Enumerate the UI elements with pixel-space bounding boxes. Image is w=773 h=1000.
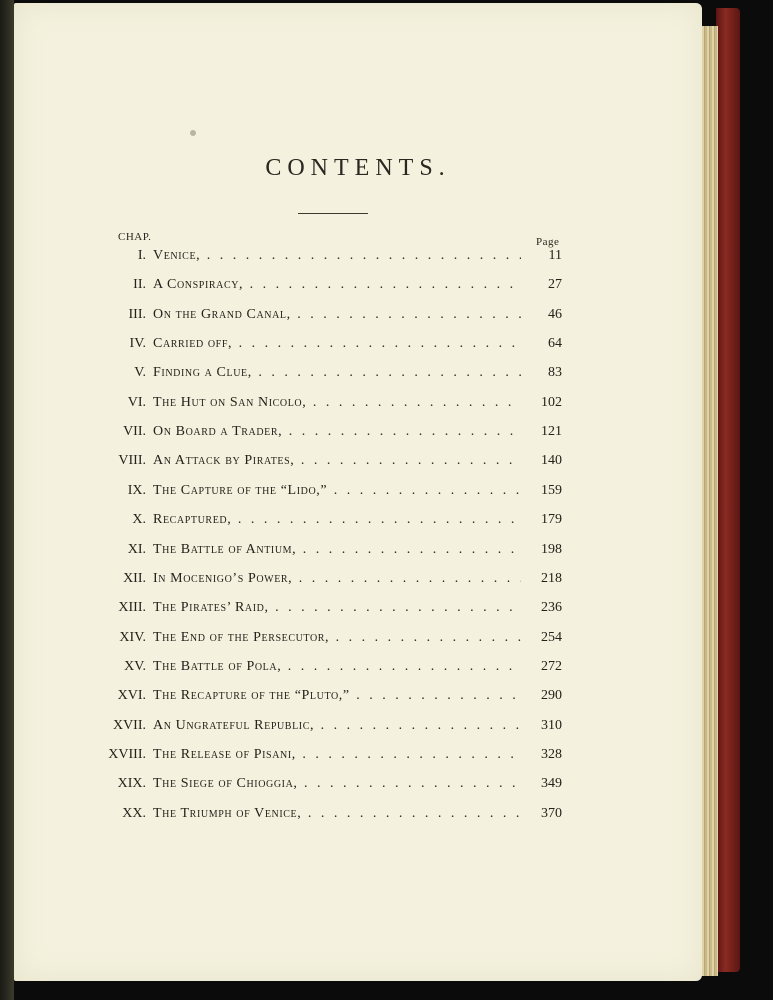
chapter-number: XIII. (118, 600, 146, 616)
chapter-page-number: 370 (541, 805, 562, 821)
page-block-edge (700, 26, 718, 976)
book-page (14, 3, 702, 981)
toc-row (14, 718, 702, 740)
chapter-title: The Release of Pisani, . . . (153, 747, 521, 763)
toc-row (14, 747, 702, 769)
chapter-title: On the Grand Canal, . . . (153, 307, 521, 323)
chapter-title: The Capture of the “Lido,” . . . (153, 483, 521, 499)
chapter-number: VIII. (118, 453, 146, 469)
chapter-title: The Hut on San Nicolo, . . . (153, 395, 521, 411)
toc-row (14, 424, 702, 446)
toc-row (14, 365, 702, 387)
chapter-page-number: 121 (541, 424, 562, 440)
chapter-page-number: 254 (541, 629, 562, 645)
toc-row (14, 630, 702, 652)
chapter-title: The Battle of Pola, . . . (153, 659, 521, 675)
chapter-page-number: 140 (541, 453, 562, 469)
chapter-number: IX. (127, 482, 146, 498)
chapter-title: Recaptured, . . . (153, 512, 521, 528)
toc-row (14, 395, 702, 417)
chapter-number: VII. (123, 424, 146, 440)
chapter-number: II. (133, 277, 146, 293)
chapter-title: The Battle of Antium, . . . (153, 542, 521, 558)
toc-row (14, 248, 702, 270)
toc-row (14, 659, 702, 681)
chapter-number: XVI. (117, 688, 146, 704)
chapter-page-number: 310 (541, 717, 562, 733)
page-column-label: Page (536, 236, 560, 248)
chapter-title: The Pirates’ Raid, . . . (153, 600, 521, 616)
chapter-number: XVII. (112, 717, 146, 733)
chapter-number: XII. (123, 570, 146, 586)
toc-row (14, 307, 702, 329)
chapter-title: An Ungrateful Republic, . . . (153, 718, 521, 734)
toc-row (14, 277, 702, 299)
toc-row (14, 512, 702, 534)
chapter-page-number: 328 (541, 746, 562, 762)
chapter-number: XVIII. (108, 746, 146, 762)
chapter-page-number: 27 (548, 277, 562, 293)
chapter-page-number: 179 (541, 512, 562, 528)
chapter-page-number: 83 (548, 365, 562, 381)
chapter-page-number: 349 (541, 776, 562, 792)
toc-row (14, 483, 702, 505)
chapter-title: A Conspiracy, . . . (153, 277, 521, 293)
chapter-number: X. (132, 512, 146, 528)
chapter-title: An Attack by Pirates, . . . (153, 453, 521, 469)
toc-row (14, 688, 702, 710)
chapter-title: Carried off, . . . (153, 336, 521, 352)
chapter-title: On Board a Trader, . . . (153, 424, 521, 440)
chapter-page-number: 198 (541, 541, 562, 557)
chapter-title: The Siege of Chioggia, . . . (153, 776, 521, 792)
toc-row (14, 571, 702, 593)
toc-row (14, 336, 702, 358)
chapter-number: XIV. (119, 629, 146, 645)
chapter-number: XI. (127, 541, 146, 557)
chapter-page-number: 64 (548, 336, 562, 352)
page-title: CONTENTS. (265, 155, 451, 181)
chapter-page-number: 159 (541, 482, 562, 498)
chapter-number: XX. (122, 805, 146, 821)
chapter-title: The Triumph of Venice, . . . (153, 806, 521, 822)
chapter-title: In Mocenigo’s Power, . . . (153, 571, 521, 587)
chapter-number: I. (137, 248, 146, 263)
chapter-number: III. (128, 306, 146, 322)
chapter-number: VI. (127, 394, 146, 410)
chapter-number: XV. (124, 658, 146, 674)
chapter-title: Finding a Clue, . . . (153, 365, 521, 381)
toc-row (14, 776, 702, 798)
chapter-title: The End of the Persecutor, . . . (153, 630, 521, 646)
chapter-number: V. (134, 365, 146, 381)
chapter-page-number: 102 (541, 394, 562, 410)
chapter-title: Venice, . . . (153, 248, 521, 264)
chapter-page-number: 218 (541, 570, 562, 586)
chapter-page-number: 290 (541, 688, 562, 704)
chapter-page-number: 236 (541, 600, 562, 616)
chapter-number: XIX. (117, 776, 146, 792)
paper-spot (190, 130, 196, 136)
toc-row (14, 806, 702, 828)
toc-row (14, 542, 702, 564)
chapter-number: IV. (129, 336, 146, 352)
toc-row (14, 600, 702, 622)
title-rule (298, 213, 368, 214)
chapter-page-number: 11 (548, 248, 562, 263)
chapter-title: The Recapture of the “Pluto,” . . . (153, 688, 521, 704)
chap-column-label: CHAP. (118, 231, 152, 243)
chapter-page-number: 46 (548, 306, 562, 322)
chapter-page-number: 272 (541, 658, 562, 674)
book-gutter-shadow (0, 0, 14, 1000)
toc-row (14, 453, 702, 475)
book-cover-edge (716, 8, 740, 972)
